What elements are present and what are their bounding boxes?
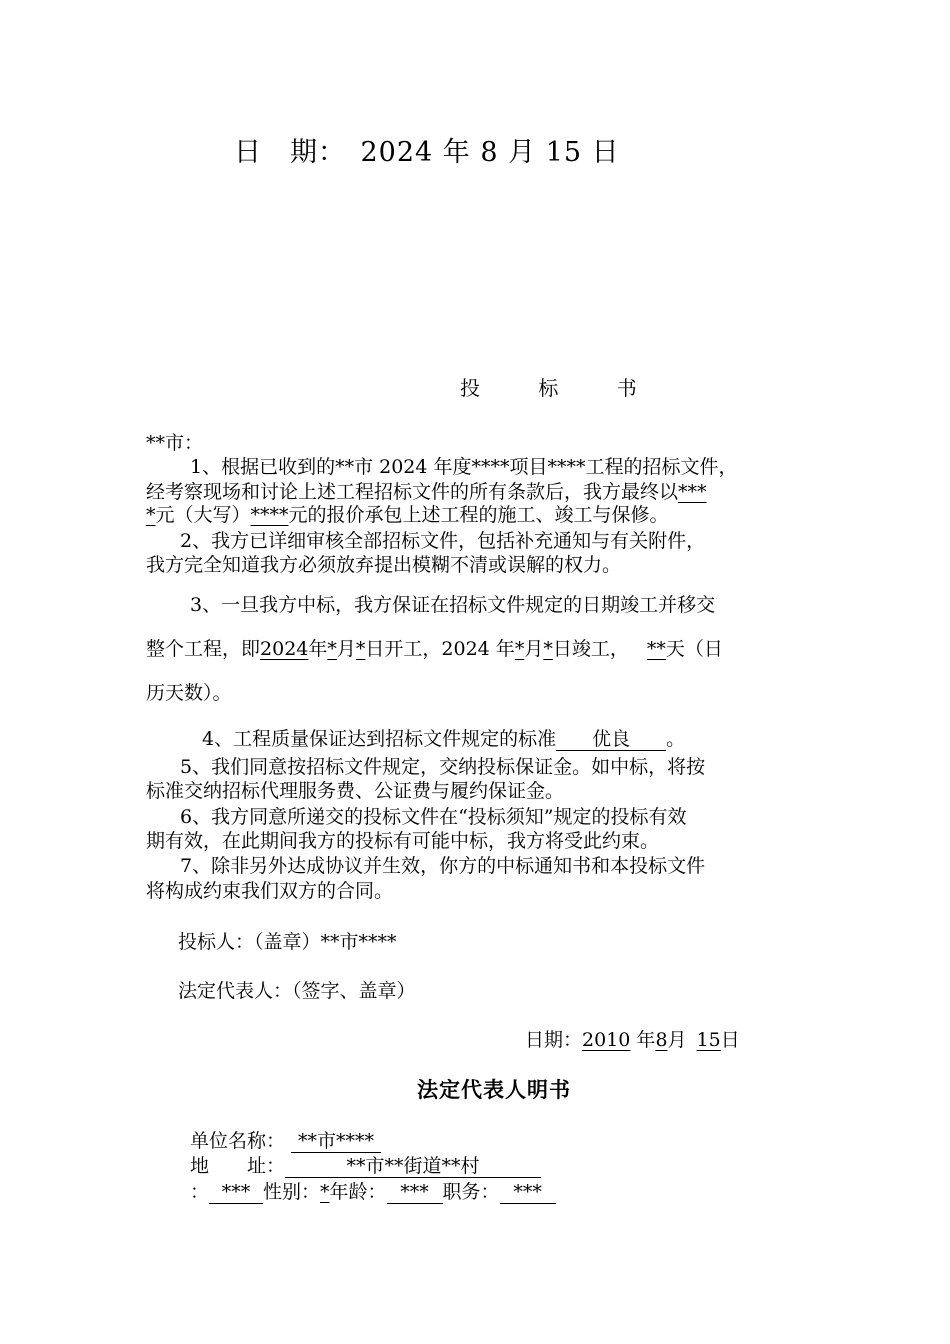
gender-label: 性别：	[263, 1181, 321, 1203]
para3-t3: 日开工，2024 年	[365, 638, 515, 660]
sign-month: 8	[655, 1029, 668, 1051]
para2-line2: 我方完全知道我方必须放弃提出模糊不清或误解的权力。	[146, 554, 622, 576]
para3-t6: 天（日	[665, 638, 723, 660]
para3-t2: 月	[336, 638, 356, 660]
duration-days: **	[646, 638, 666, 660]
legal-representative: 法定代表人：（签字、盖章）	[178, 980, 416, 1002]
para4-text: 4、工程质量保证达到招标文件规定的标准	[202, 728, 557, 750]
para3-t5: 日竣工，	[552, 638, 629, 660]
sign-date	[525, 1025, 740, 1052]
para1-line3-b: 元的报价承包上述工程的施工、竣工与保修。	[288, 504, 669, 526]
position-label: 职务：	[442, 1181, 500, 1203]
unit-label: 单位名称：	[190, 1130, 286, 1152]
para7-line2: 将构成约束我们双方的合同。	[146, 880, 394, 902]
bidder: 投标人：（盖章）**市****	[178, 931, 397, 953]
price-capital: ****	[250, 504, 289, 526]
start-year: 2024	[260, 638, 309, 660]
para1-line2-text: 经考察现场和讨论上述工程招标文件的所有条款后，我方最终以	[146, 481, 679, 503]
cert-title: 法定代表人明书	[417, 1077, 571, 1102]
sign-date-label: 日期：	[525, 1029, 583, 1051]
recipient: **市：	[146, 432, 204, 454]
row3-colon: ：	[190, 1181, 210, 1203]
para4	[146, 724, 862, 751]
sign-t3: 日	[720, 1029, 740, 1051]
para6-line1: 6、我方同意所递交的投标文件在“投标须知”规定的投标有效	[180, 806, 687, 828]
para3-t1: 年	[308, 638, 328, 660]
para3-line1: 3、一旦我方中标，我方保证在招标文件规定的日期竣工并移交	[190, 594, 716, 616]
para3-t4: 月	[524, 638, 544, 660]
address-value: **市**街道**村	[285, 1155, 541, 1178]
para5-line1: 5、我们同意按招标文件规定，交纳投标保证金。如中标，将按	[180, 756, 706, 778]
para1-line3-a: 元（大写）	[155, 504, 251, 526]
unit-value: **市****	[291, 1130, 381, 1153]
address-label: 地 址：	[190, 1155, 286, 1177]
para1-line1: 1、根据已收到的**市 2024 年度****项目****工程的招标文件，	[190, 456, 738, 478]
para5-line2: 标准交纳招标代理服务费、公证费与履约保证金。	[146, 780, 565, 802]
age-label: 年龄：	[329, 1181, 387, 1203]
age-value: ***	[387, 1181, 443, 1204]
price-number-cont: *	[146, 504, 156, 526]
para3-line2	[146, 634, 806, 661]
header-date: 日 期： 2024 年 8 月 15 日	[234, 137, 620, 168]
gender-value: *	[320, 1181, 330, 1203]
bid-title: 投 标 书	[460, 376, 663, 400]
quality-standard: 优良	[556, 728, 666, 751]
price-number: ***	[678, 481, 707, 503]
para3-line3: 历天数）。	[146, 682, 232, 704]
start-month: *	[327, 638, 337, 660]
para1-line3	[146, 500, 806, 527]
sign-t2: 月	[667, 1029, 687, 1051]
sign-year: 2010	[582, 1029, 631, 1051]
end-month: *	[514, 638, 525, 660]
para6-line2: 期有效，在此期间我方的投标有可能中标，我方将受此约束。	[146, 830, 660, 852]
position-value: ***	[500, 1181, 556, 1204]
start-day: *	[355, 638, 366, 660]
sign-t1: 年	[636, 1029, 656, 1051]
para3-line2-a: 整个工程，即	[146, 638, 261, 660]
cert-address	[190, 1151, 541, 1178]
sign-day: 15	[696, 1029, 721, 1051]
name-value: ***	[209, 1181, 263, 1204]
para7-line1: 7、除非另外达成协议并生效，你方的中标通知书和本投标文件	[180, 855, 706, 877]
para4-end: 。	[666, 728, 686, 750]
cert-details	[190, 1177, 556, 1204]
end-day: *	[543, 638, 553, 660]
para2-line1: 2、我方已详细审核全部招标文件，包括补充通知与有关附件，	[180, 530, 706, 552]
cert-unit	[190, 1126, 381, 1153]
